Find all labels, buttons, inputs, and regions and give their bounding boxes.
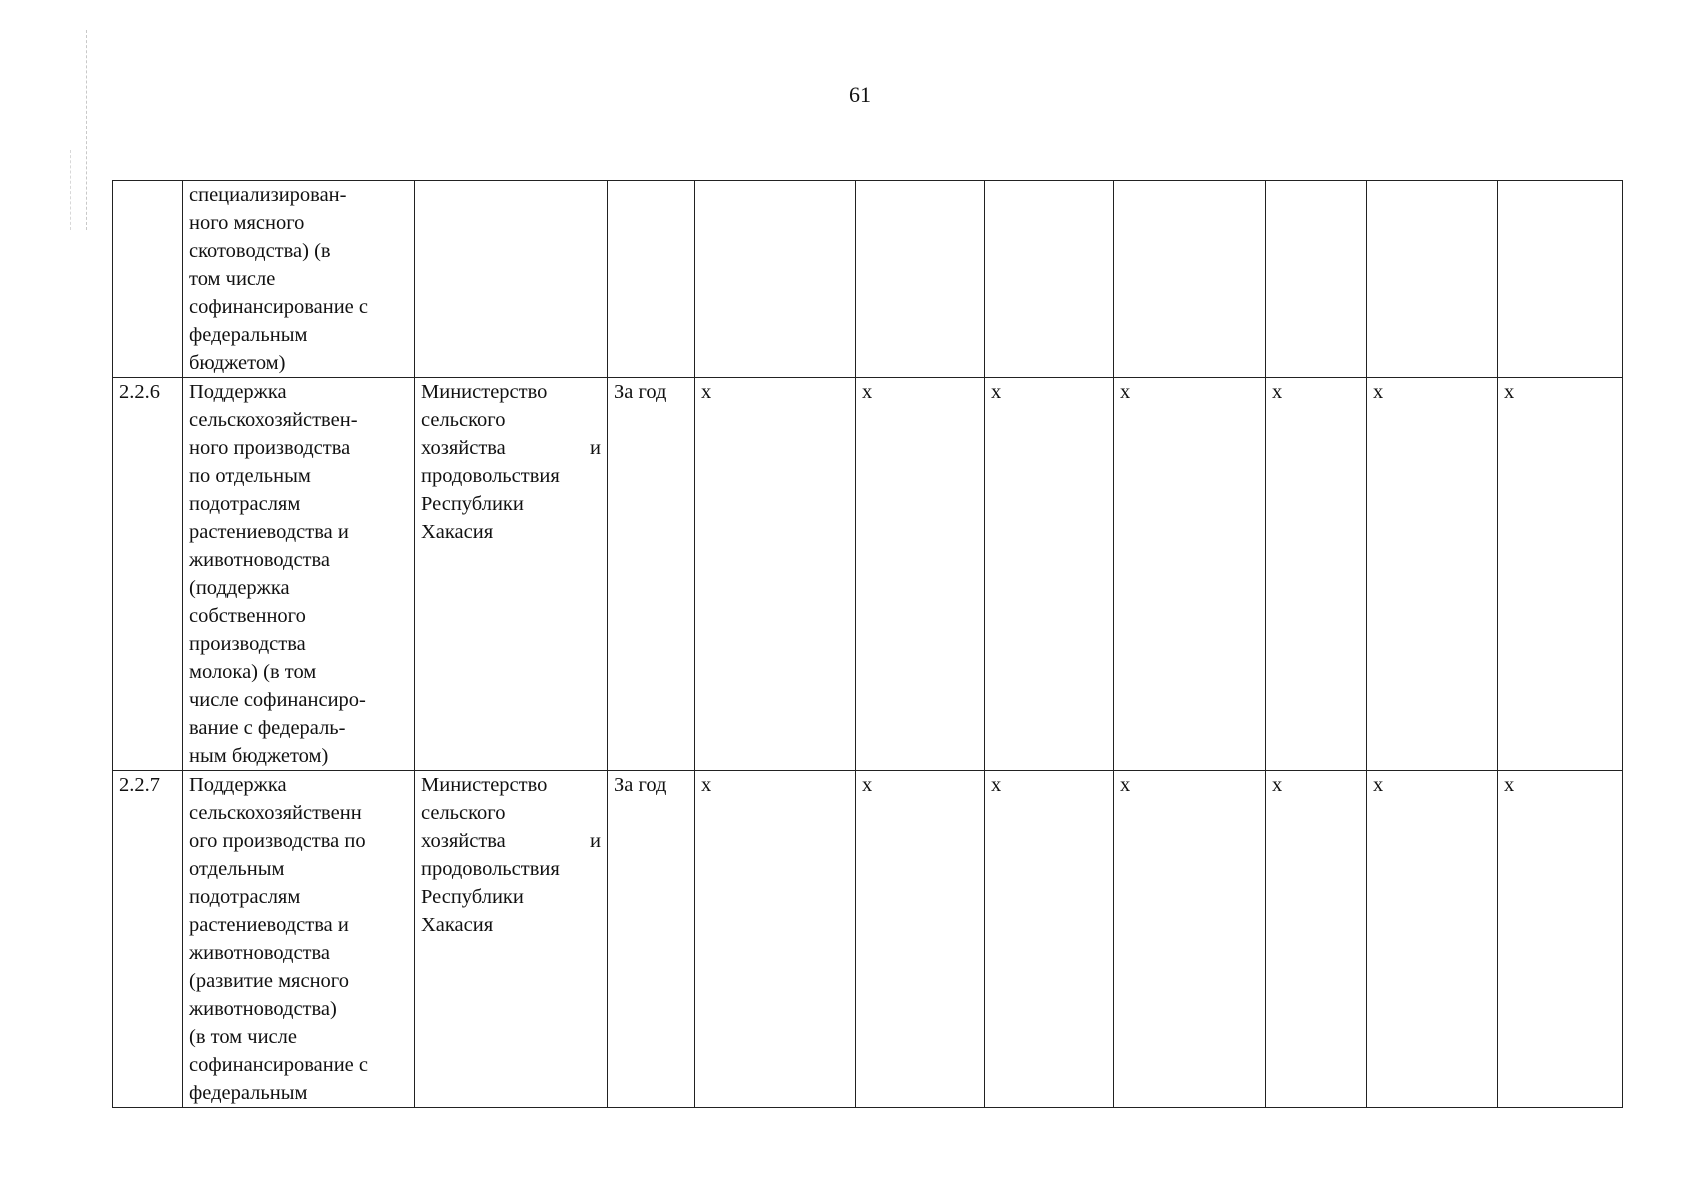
responsible-org-line: Хакасия bbox=[421, 914, 494, 936]
responsible-org-line: хозяйства и bbox=[421, 830, 601, 852]
indicator-value-cell: х bbox=[856, 378, 985, 771]
indicator-value-cell: х bbox=[695, 771, 856, 1108]
measure-name-line: федеральным bbox=[189, 1082, 308, 1104]
indicator-value-cell: х bbox=[695, 378, 856, 771]
measure-name-line: специализирован- bbox=[189, 184, 347, 206]
measure-name-line: подотраслям bbox=[189, 886, 301, 908]
indicator-value-cell: х bbox=[1367, 771, 1498, 1108]
responsible-org-line: продовольствия bbox=[421, 858, 560, 880]
measure-name-line: отдельным bbox=[189, 858, 285, 880]
indicator-value-cell: х bbox=[1367, 378, 1498, 771]
period-cell: За год bbox=[608, 771, 695, 1108]
period-cell bbox=[608, 181, 695, 378]
indicator-value-cell bbox=[985, 181, 1114, 378]
measure-name-line: скотоводства) (в bbox=[189, 240, 331, 262]
measure-name-line: ного производства bbox=[189, 437, 351, 459]
indicator-value-cell bbox=[1266, 181, 1367, 378]
responsible-org-cell bbox=[415, 181, 608, 378]
measure-name-line: том числе bbox=[189, 268, 276, 290]
measure-name-line: (в том числе bbox=[189, 1026, 297, 1048]
scan-margin-mark bbox=[86, 30, 89, 230]
measure-name-line: софинансирование с bbox=[189, 296, 368, 318]
measure-name-line: животноводства bbox=[189, 549, 331, 571]
measure-name-line: вание с федераль- bbox=[189, 717, 346, 739]
responsible-org-line: Министерство bbox=[421, 381, 548, 403]
responsible-org-line: Республики bbox=[421, 886, 524, 908]
indicator-value-cell: х bbox=[1498, 378, 1623, 771]
indicator-value-cell: х bbox=[985, 378, 1114, 771]
measure-name-line: сельскохозяйственн bbox=[189, 802, 362, 824]
row-number-cell: 2.2.6 bbox=[113, 378, 183, 771]
indicator-value-cell: х bbox=[1266, 771, 1367, 1108]
measure-name-line: растениеводства и bbox=[189, 521, 349, 543]
measure-name-line: (развитие мясного bbox=[189, 970, 349, 992]
responsible-org-line: продовольствия bbox=[421, 465, 560, 487]
measure-name-line: Поддержка bbox=[189, 381, 287, 403]
indicator-value-cell: х bbox=[1498, 771, 1623, 1108]
indicator-value-cell bbox=[1114, 181, 1266, 378]
page-number: 61 bbox=[849, 82, 871, 107]
table-row bbox=[113, 181, 1623, 378]
measure-name-line: ным бюджетом) bbox=[189, 745, 329, 767]
scan-margin-mark bbox=[70, 150, 73, 230]
measure-name-line: растениеводства и bbox=[189, 914, 349, 936]
indicator-value-cell: х bbox=[1114, 378, 1266, 771]
measure-name-line: ного мясного bbox=[189, 212, 305, 234]
measure-name-line: софинансирование с bbox=[189, 1054, 368, 1076]
measure-name-line: производства bbox=[189, 633, 306, 655]
indicator-value-cell: х bbox=[1114, 771, 1266, 1108]
indicator-value-cell bbox=[1367, 181, 1498, 378]
responsible-org-cell bbox=[415, 771, 608, 1108]
responsible-org-line: Хакасия bbox=[421, 521, 494, 543]
measure-name-line: федеральным bbox=[189, 324, 308, 346]
measure-name-line: собственного bbox=[189, 605, 306, 627]
indicator-value-cell: х bbox=[985, 771, 1114, 1108]
measure-name-line: бюджетом) bbox=[189, 352, 286, 374]
measure-name-line: Поддержка bbox=[189, 774, 287, 796]
measure-name-line: животноводства bbox=[189, 942, 331, 964]
measure-name-line: животноводства) bbox=[189, 998, 337, 1020]
measure-name-cell bbox=[183, 771, 415, 1108]
indicator-value-cell bbox=[695, 181, 856, 378]
row-number-cell bbox=[113, 181, 183, 378]
program-measures-table bbox=[112, 180, 1623, 1108]
measure-name-cell bbox=[183, 378, 415, 771]
measure-name-line: ого производства по bbox=[189, 830, 366, 852]
row-number-cell: 2.2.7 bbox=[113, 771, 183, 1108]
responsible-org-line: Республики bbox=[421, 493, 524, 515]
responsible-org-cell bbox=[415, 378, 608, 771]
table-row bbox=[113, 771, 1623, 1108]
table-body bbox=[113, 181, 1623, 1108]
responsible-org-line: хозяйства и bbox=[421, 437, 601, 459]
measure-name-line: по отдельным bbox=[189, 465, 311, 487]
responsible-org-line: сельского bbox=[421, 409, 506, 431]
responsible-org-line: сельского bbox=[421, 802, 506, 824]
measure-name-line: молока) (в том bbox=[189, 661, 317, 683]
measure-name-line: (поддержка bbox=[189, 577, 290, 599]
indicator-value-cell: х bbox=[856, 771, 985, 1108]
measure-name-line: числе софинансиро- bbox=[189, 689, 366, 711]
measure-name-cell bbox=[183, 181, 415, 378]
indicator-value-cell bbox=[856, 181, 985, 378]
indicator-value-cell bbox=[1498, 181, 1623, 378]
measure-name-line: сельскохозяйствен- bbox=[189, 409, 358, 431]
responsible-org-line: Министерство bbox=[421, 774, 548, 796]
period-cell: За год bbox=[608, 378, 695, 771]
table-row bbox=[113, 378, 1623, 771]
measure-name-line: подотраслям bbox=[189, 493, 301, 515]
indicator-value-cell: х bbox=[1266, 378, 1367, 771]
